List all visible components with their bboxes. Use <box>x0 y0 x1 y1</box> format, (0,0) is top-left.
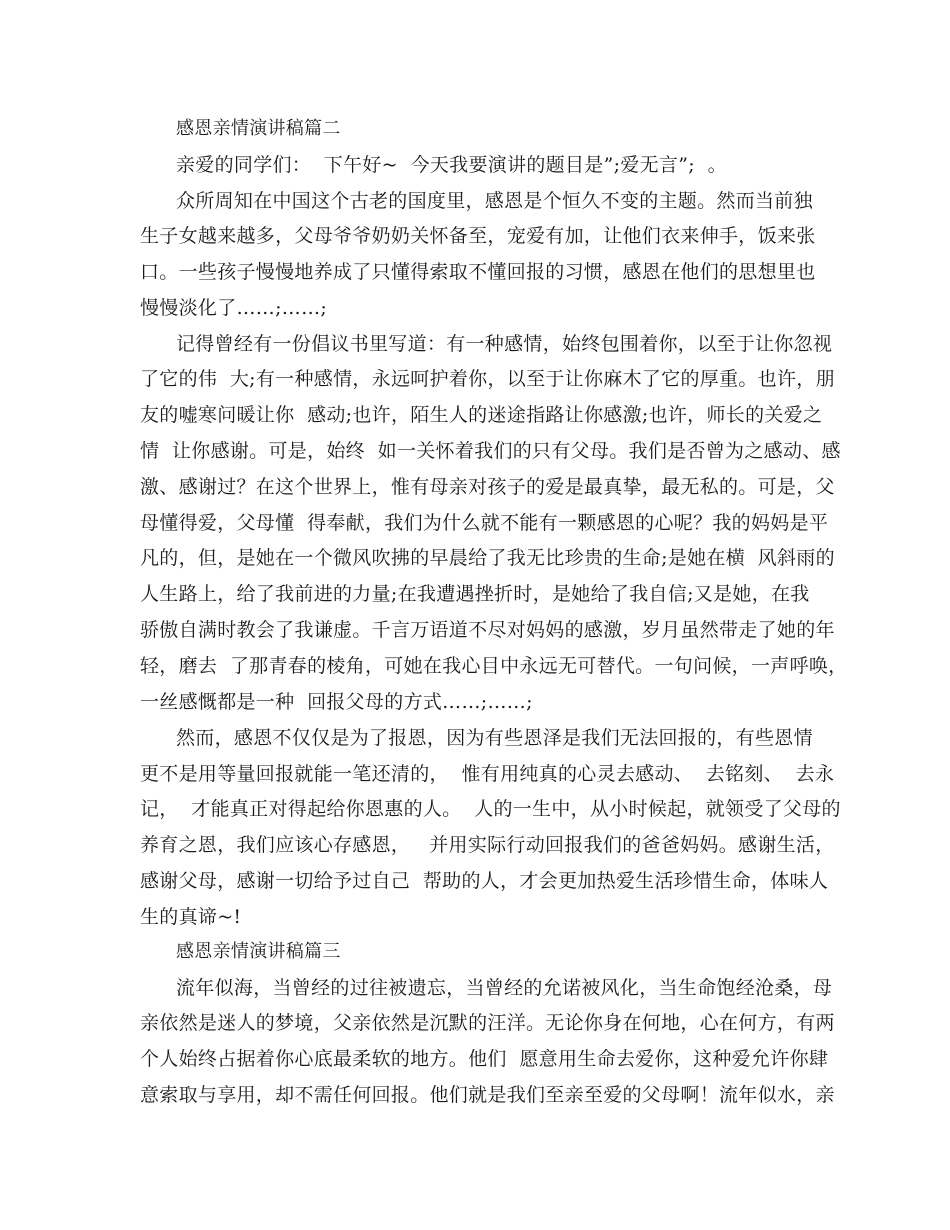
text-line: 友的嘘寒问暖让你 感动;也许，陌生人的迷途指路让你感激;也许，师长的关爱之 <box>140 404 823 426</box>
text-line: 激、感谢过？在这个世界上，惟有母亲对孩子的爱是最真挚，最无私的。可是，父 <box>140 476 835 498</box>
section-heading-3: 感恩亲情演讲稿篇三 <box>176 941 341 962</box>
text-line: 慢慢淡化了……;……; <box>140 297 328 319</box>
text-line: 记， 才能真正对得起给你恩惠的人。 人的一生中，从小时候起，就领受了父母的 <box>140 798 841 820</box>
text-line: 凡的，但，是她在一个微风吹拂的早晨给了我无比珍贵的生命;是她在横 风斜雨的 <box>140 547 835 569</box>
text-line: 生子女越来越多，父母爷爷奶奶关怀备至，宠爱有加，让他们衣来伸手，饭来张 <box>140 225 816 247</box>
text-line: 感谢父母，感谢一切给予过自己 帮助的人，才会更加热爱生活珍惜生命，体味人 <box>140 870 829 892</box>
text-line: 人生路上，给了我前进的力量;在我遭遇挫折时，是她给了我自信;又是她，在我 <box>140 583 810 605</box>
text-line: 记得曾经有一份倡议书里写道：有一种感情，始终包围着你，以至于让你忽视 <box>176 333 833 355</box>
text-line: 养育之恩，我们应该心存感恩， 并用实际行动回报我们的爸爸妈妈。感谢生活， <box>140 834 835 856</box>
text-line: 意索取与享用，却不需任何回报。他们就是我们至亲至爱的父母啊！流年似水，亲 <box>140 1084 835 1106</box>
text-line: 然而，感恩不仅仅是为了报恩，因为有些恩泽是我们无法回报的，有些恩情 <box>176 727 813 749</box>
text-line: 轻，磨去 了那青春的棱角，可她在我心目中永远无可替代。一句问候，一声呼唤， <box>140 655 848 677</box>
text-line: 个人始终占据着你心底最柔软的地方。他们 愿意用生命去爱你，这种爱允许你肆 <box>140 1048 829 1070</box>
text-line: 骄傲自满时教会了我谦虚。千言万语道不尽对妈妈的感激，岁月虽然带走了她的年 <box>140 619 835 641</box>
text-line: 流年似海，当曾经的过往被遗忘，当曾经的允诺被风化，当生命饱经沧桑，母 <box>176 977 833 999</box>
text-line: 情 让你感谢。可是，始终 如一关怀着我们的只有父母。我们是否曾为之感动、感 <box>140 440 841 462</box>
text-line: 母懂得爱，父母懂 得奉献，我们为什么就不能有一颗感恩的心呢？我的妈妈是平 <box>140 512 829 534</box>
text-line: 一丝感慨都是一种 回报父母的方式……;……; <box>140 691 533 713</box>
text-line: 亲依然是迷人的梦境，父亲依然是沉默的汪洋。无论你身在何地，心在何方，有两 <box>140 1012 835 1034</box>
greeting-line: 亲爱的同学们： 下午好~ 今天我要演讲的题目是”;爱无言”; 。 <box>176 154 727 176</box>
text-line: 生的真谛~! <box>140 906 242 928</box>
text-line: 更不是用等量回报就能一笔还清的， 惟有用纯真的心灵去感动、 去铭刻、 去永 <box>140 763 835 785</box>
text-line: 口。一些孩子慢慢地养成了只懂得索取不懂回报的习惯，感恩在他们的思想里也 <box>140 261 816 283</box>
text-line: 众所周知在中国这个古老的国度里，感恩是个恒久不变的主题。然而当前独 <box>176 190 813 212</box>
text-line: 了它的伟 大;有一种感情，永远呵护着你，以至于让你麻木了它的厚重。也许，朋 <box>140 368 835 390</box>
section-heading-2: 感恩亲情演讲稿篇二 <box>176 118 341 139</box>
